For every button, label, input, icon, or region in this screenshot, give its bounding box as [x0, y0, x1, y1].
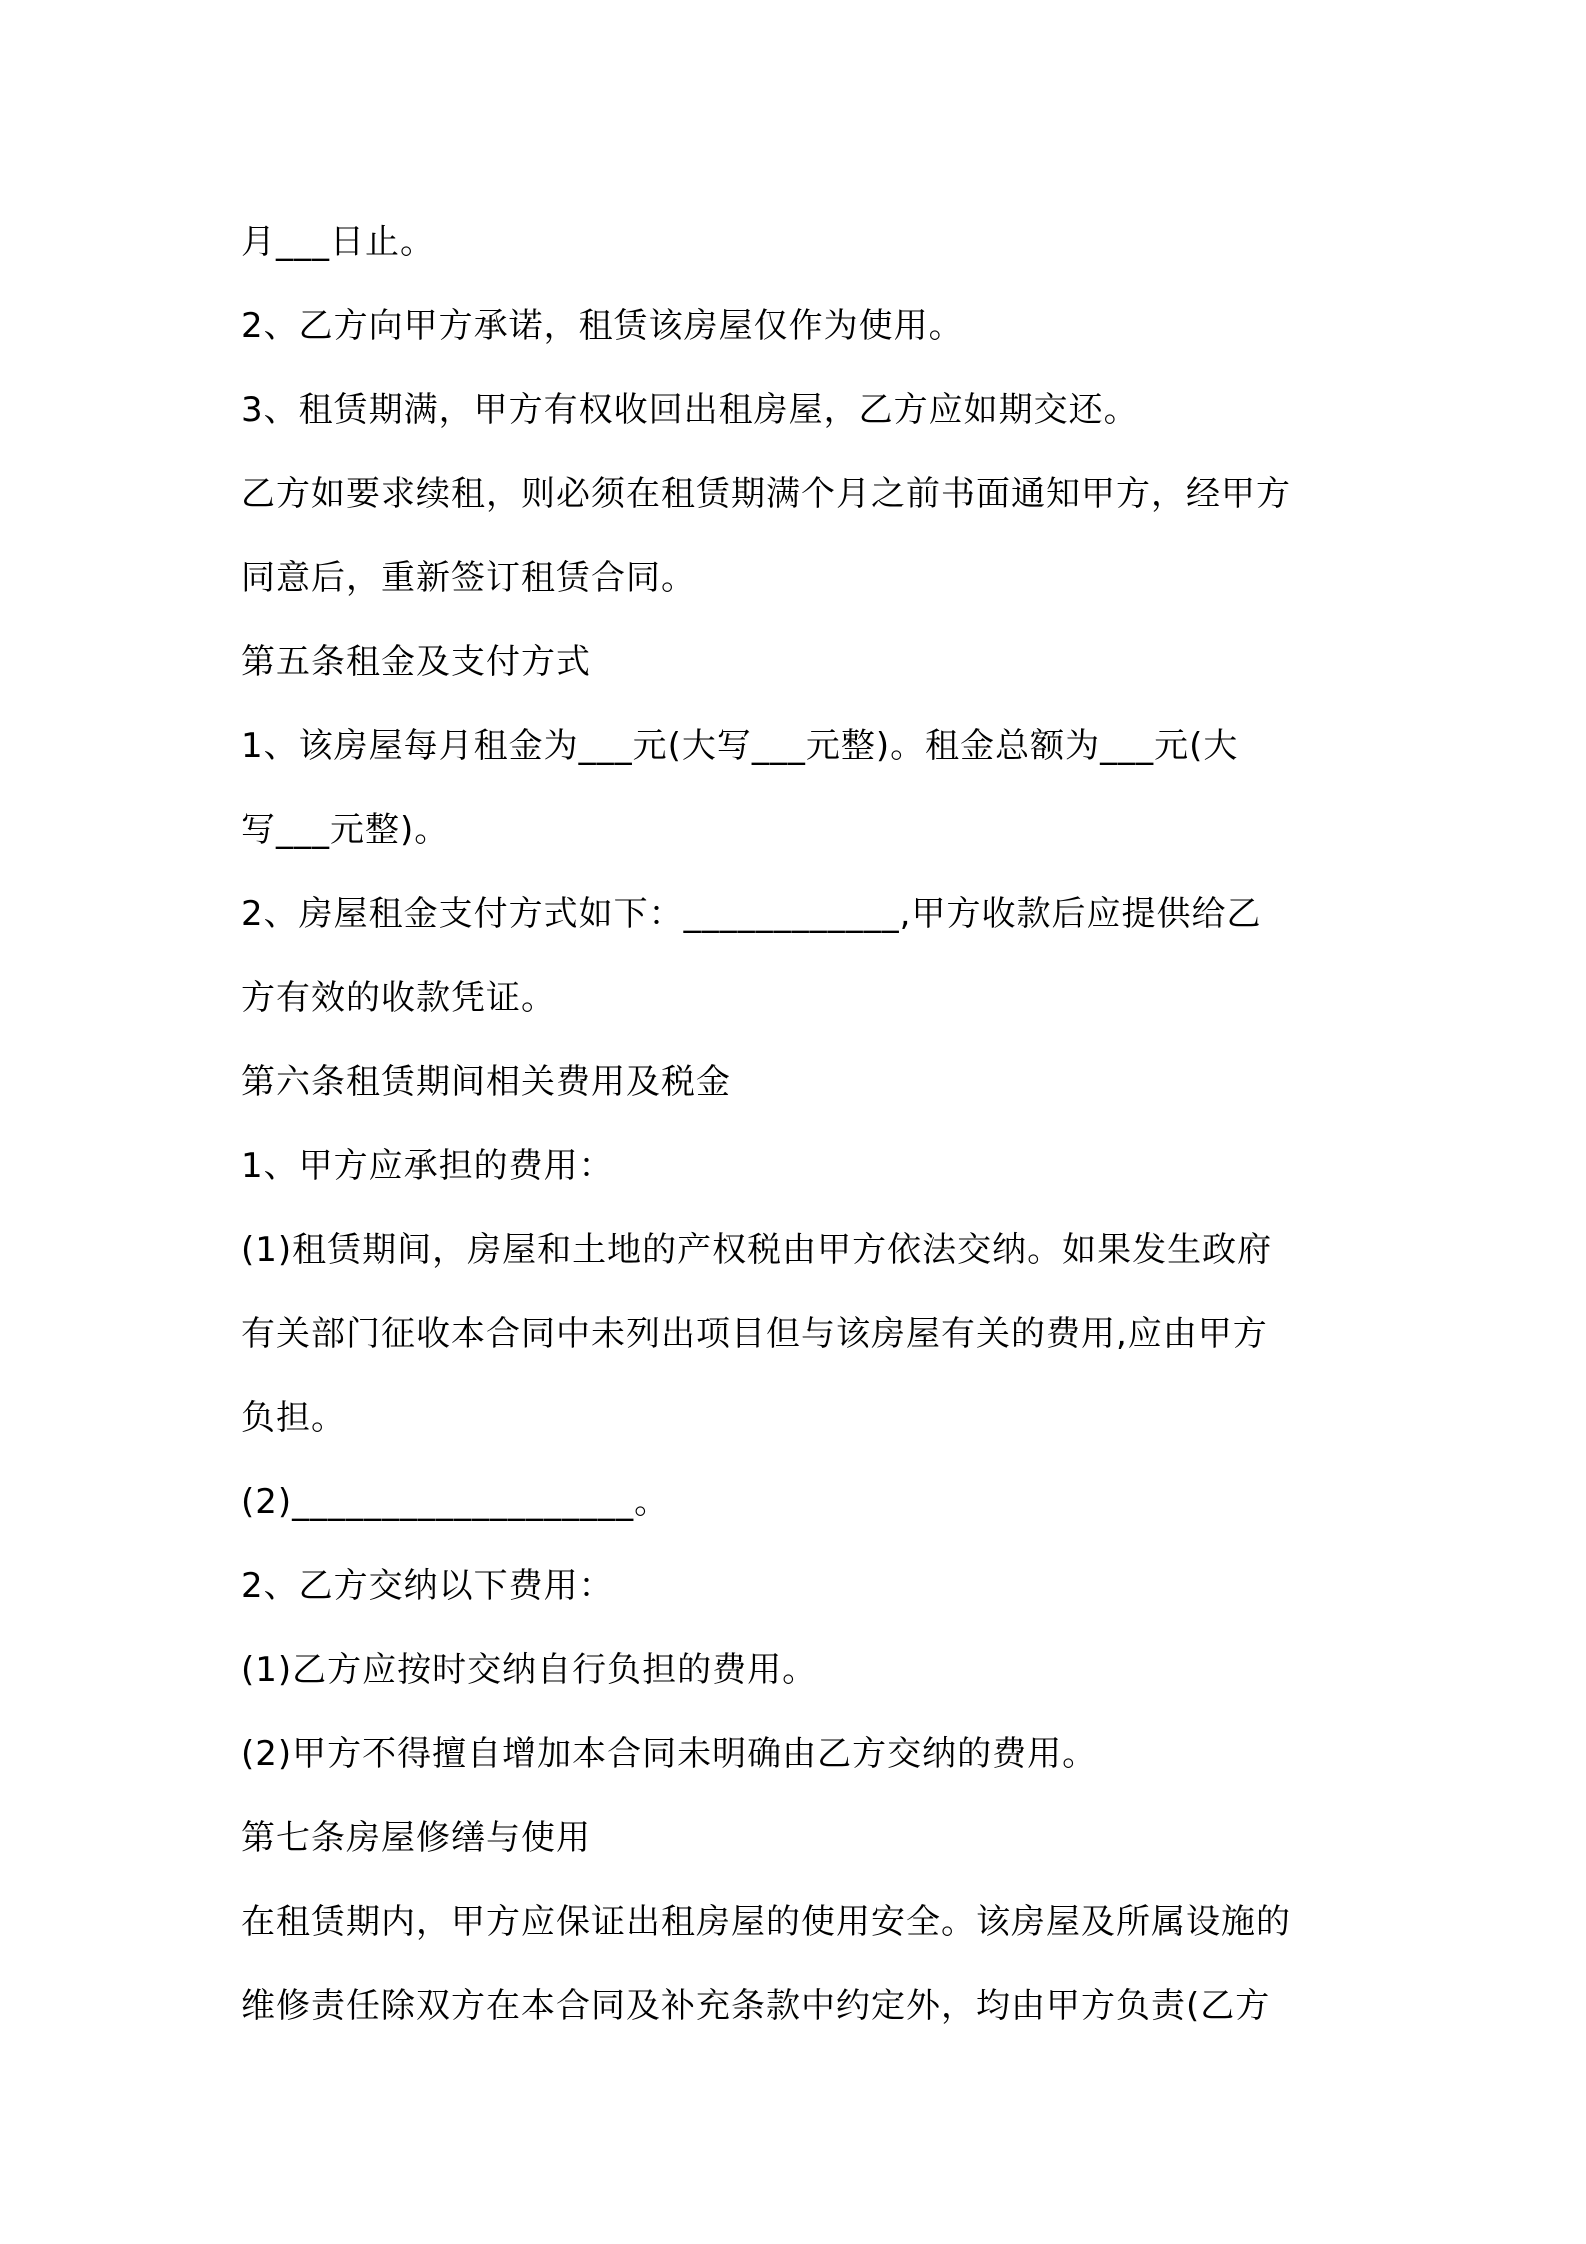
clause-line: 2、房屋租金支付方式如下：____________,甲方收款后应提供给乙: [241, 894, 1262, 934]
text-line: 同意后，重新签订租赁合同。: [241, 558, 696, 598]
text-line: 写___元整)。: [241, 810, 450, 850]
text-line: 乙方如要求续租，则必须在租赁期满个月之前书面通知甲方，经甲方: [241, 474, 1291, 514]
text-line: 有关部门征收本合同中未列出项目但与该房屋有关的费用,应由甲方: [241, 1314, 1268, 1354]
subclause-line: (2)___________________。: [241, 1482, 670, 1522]
subclause-line: (2)甲方不得擅自增加本合同未明确由乙方交纳的费用。: [241, 1734, 1098, 1774]
text-line: 方有效的收款凭证。: [241, 978, 556, 1018]
clause-line: 1、该房屋每月租金为___元(大写___元整)。租金总额为___元(大: [241, 726, 1239, 766]
subclause-line: (1)乙方应按时交纳自行负担的费用。: [241, 1650, 818, 1690]
subclause-line: (1)租赁期间，房屋和土地的产权税由甲方依法交纳。如果发生政府: [241, 1230, 1273, 1270]
text-line: 负担。: [241, 1398, 346, 1438]
text-line: 在租赁期内，甲方应保证出租房屋的使用安全。该房屋及所属设施的: [241, 1902, 1291, 1942]
article-heading: 第七条房屋修缮与使用: [241, 1818, 591, 1858]
clause-line: 2、乙方向甲方承诺，租赁该房屋仅作为使用。: [241, 306, 964, 346]
article-heading: 第五条租金及支付方式: [241, 642, 591, 682]
article-heading: 第六条租赁期间相关费用及税金: [241, 1062, 731, 1102]
clause-line: 1、甲方应承担的费用：: [241, 1146, 614, 1186]
clause-line: 2、乙方交纳以下费用：: [241, 1566, 614, 1606]
document-body: [241, 200, 1361, 2048]
clause-line: 3、租赁期满，甲方有权收回出租房屋，乙方应如期交还。: [241, 390, 1139, 430]
text-line: 月___日止。: [241, 222, 435, 262]
text-line: 维修责任除双方在本合同及补充条款中约定外，均由甲方负责(乙方: [241, 1986, 1271, 2026]
